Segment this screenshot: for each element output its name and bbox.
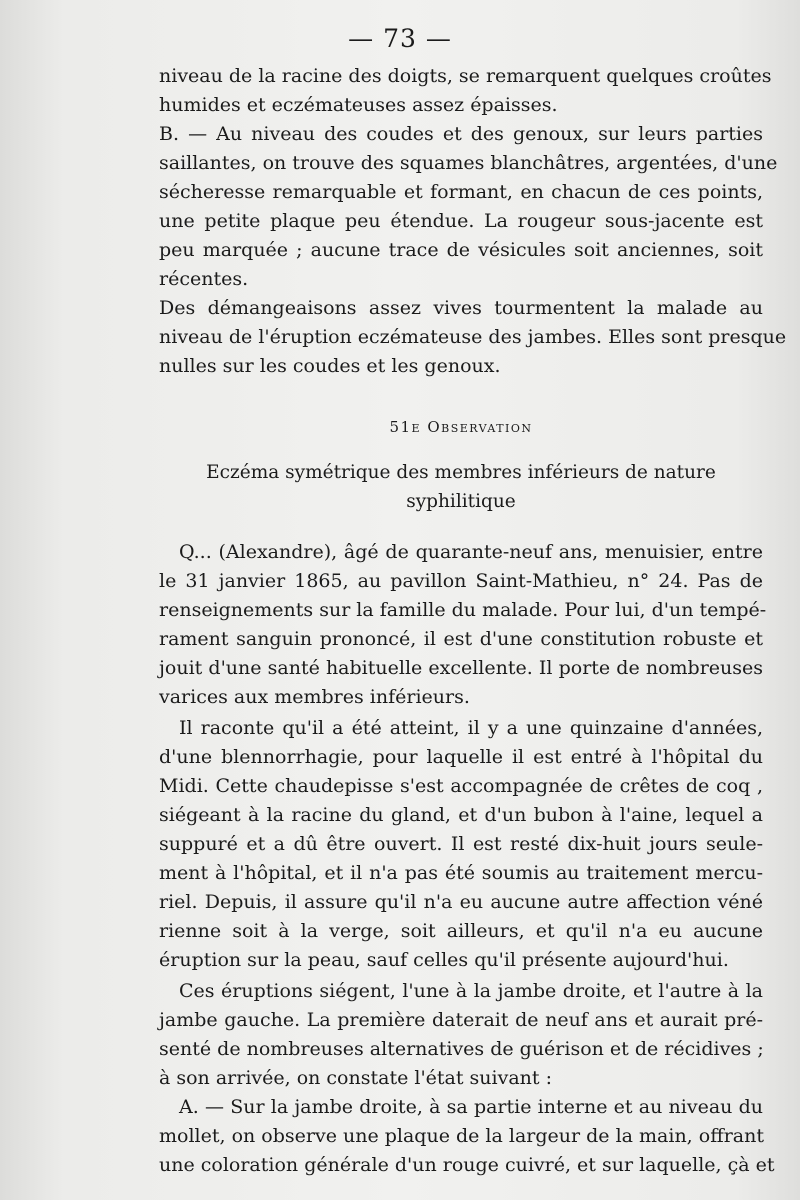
- text-line: d'une blennorrhagie, pour laquelle il est entré à l'hôpital du: [159, 746, 763, 768]
- paragraph: [159, 294, 787, 381]
- text-line: saillantes, on trouve des squames blanchâtres, argentées, d'une: [159, 152, 778, 174]
- text-line: niveau de la racine des doigts, se remarquent quelques croûtes: [159, 65, 772, 87]
- text-line: jouit d'une santé habituelle excellente. Il porte de nombreuses: [159, 657, 763, 679]
- text-line: éruption sur la peau, sauf celles qu'il présente aujourd'hui.: [159, 949, 729, 971]
- text-line: niveau de l'éruption eczémateuse des jambes. Elles sont presque: [159, 326, 787, 348]
- paragraph: [159, 977, 763, 1093]
- text-line: Des démangeaisons assez vives tourmentent la malade au: [159, 297, 763, 319]
- text-line: rienne soit à la verge, soit ailleurs, et qu'il n'a eu aucune: [159, 920, 763, 942]
- paragraph: [159, 538, 767, 712]
- text-line: Q... (Alexandre), âgé de quarante-neuf ans, menuisier, entre: [179, 541, 763, 563]
- text-line: sécheresse remarquable et formant, en chacun de ces points,: [159, 181, 763, 203]
- text-line: siégeant à la racine du gland, et d'un bubon à l'aine, lequel a: [159, 804, 763, 826]
- text-line: peu marquée ; aucune trace de vésicules soit anciennes, soit: [159, 239, 763, 261]
- text-line: une petite plaque peu étendue. La rougeur sous-jacente est: [159, 210, 763, 232]
- text-line: le 31 janvier 1865, au pavillon Saint-Mathieu, n° 24. Pas de: [159, 570, 763, 592]
- text-line: senté de nombreuses alternatives de guérison et de récidives ;: [159, 1038, 764, 1060]
- text-line: A. — Sur la jambe droite, à sa partie interne et au niveau du: [179, 1096, 763, 1118]
- text-line: suppuré et a dû être ouvert. Il est resté dix-huit jours seule-: [159, 833, 763, 855]
- text-line: humides et eczémateuses assez épaisses.: [159, 94, 558, 116]
- text-line: mollet, on observe une plaque de la largeur de la main, offrant: [159, 1125, 764, 1147]
- paragraph: [159, 1093, 775, 1180]
- text-line: nulles sur les coudes et les genoux.: [159, 355, 501, 377]
- text-line: Midi. Cette chaudepisse s'est accompagnée de crêtes de coq ,: [159, 775, 763, 797]
- text-line: jambe gauche. La première daterait de neuf ans et aurait pré-: [159, 1009, 763, 1031]
- observation-title: Eczéma symétrique des membres inférieurs de nature syphilitique: [206, 462, 716, 512]
- page-number: — 73 —: [348, 24, 452, 53]
- text-line: une coloration générale d'un rouge cuivré, et sur laquelle, çà et: [159, 1154, 775, 1176]
- paragraph: [159, 120, 778, 294]
- text-line: riel. Depuis, il assure qu'il n'a eu aucune autre affection véné: [159, 891, 763, 913]
- text-line: ment à l'hôpital, et il n'a pas été soumis au traitement mercu-: [159, 862, 763, 884]
- text-line: Ces éruptions siégent, l'une à la jambe droite, et l'autre à la: [179, 980, 763, 1002]
- text-line: à son arrivée, on constate l'état suivant :: [159, 1067, 552, 1089]
- page-body: [159, 62, 787, 1180]
- text-line: B. — Au niveau des coudes et des genoux, sur leurs parties: [159, 123, 763, 145]
- text-line: renseignements sur la famille du malade. Pour lui, d'un tempé-: [159, 599, 767, 621]
- text-line: varices aux membres inférieurs.: [159, 686, 470, 708]
- text-line: récentes.: [159, 268, 249, 290]
- paragraph: [159, 62, 772, 120]
- text-line: Il raconte qu'il a été atteint, il y a une quinzaine d'années,: [179, 717, 763, 739]
- paragraph: [159, 714, 763, 975]
- observation-heading: 51e Observation: [389, 418, 533, 436]
- text-line: rament sanguin prononcé, il est d'une constitution robuste et: [159, 628, 763, 650]
